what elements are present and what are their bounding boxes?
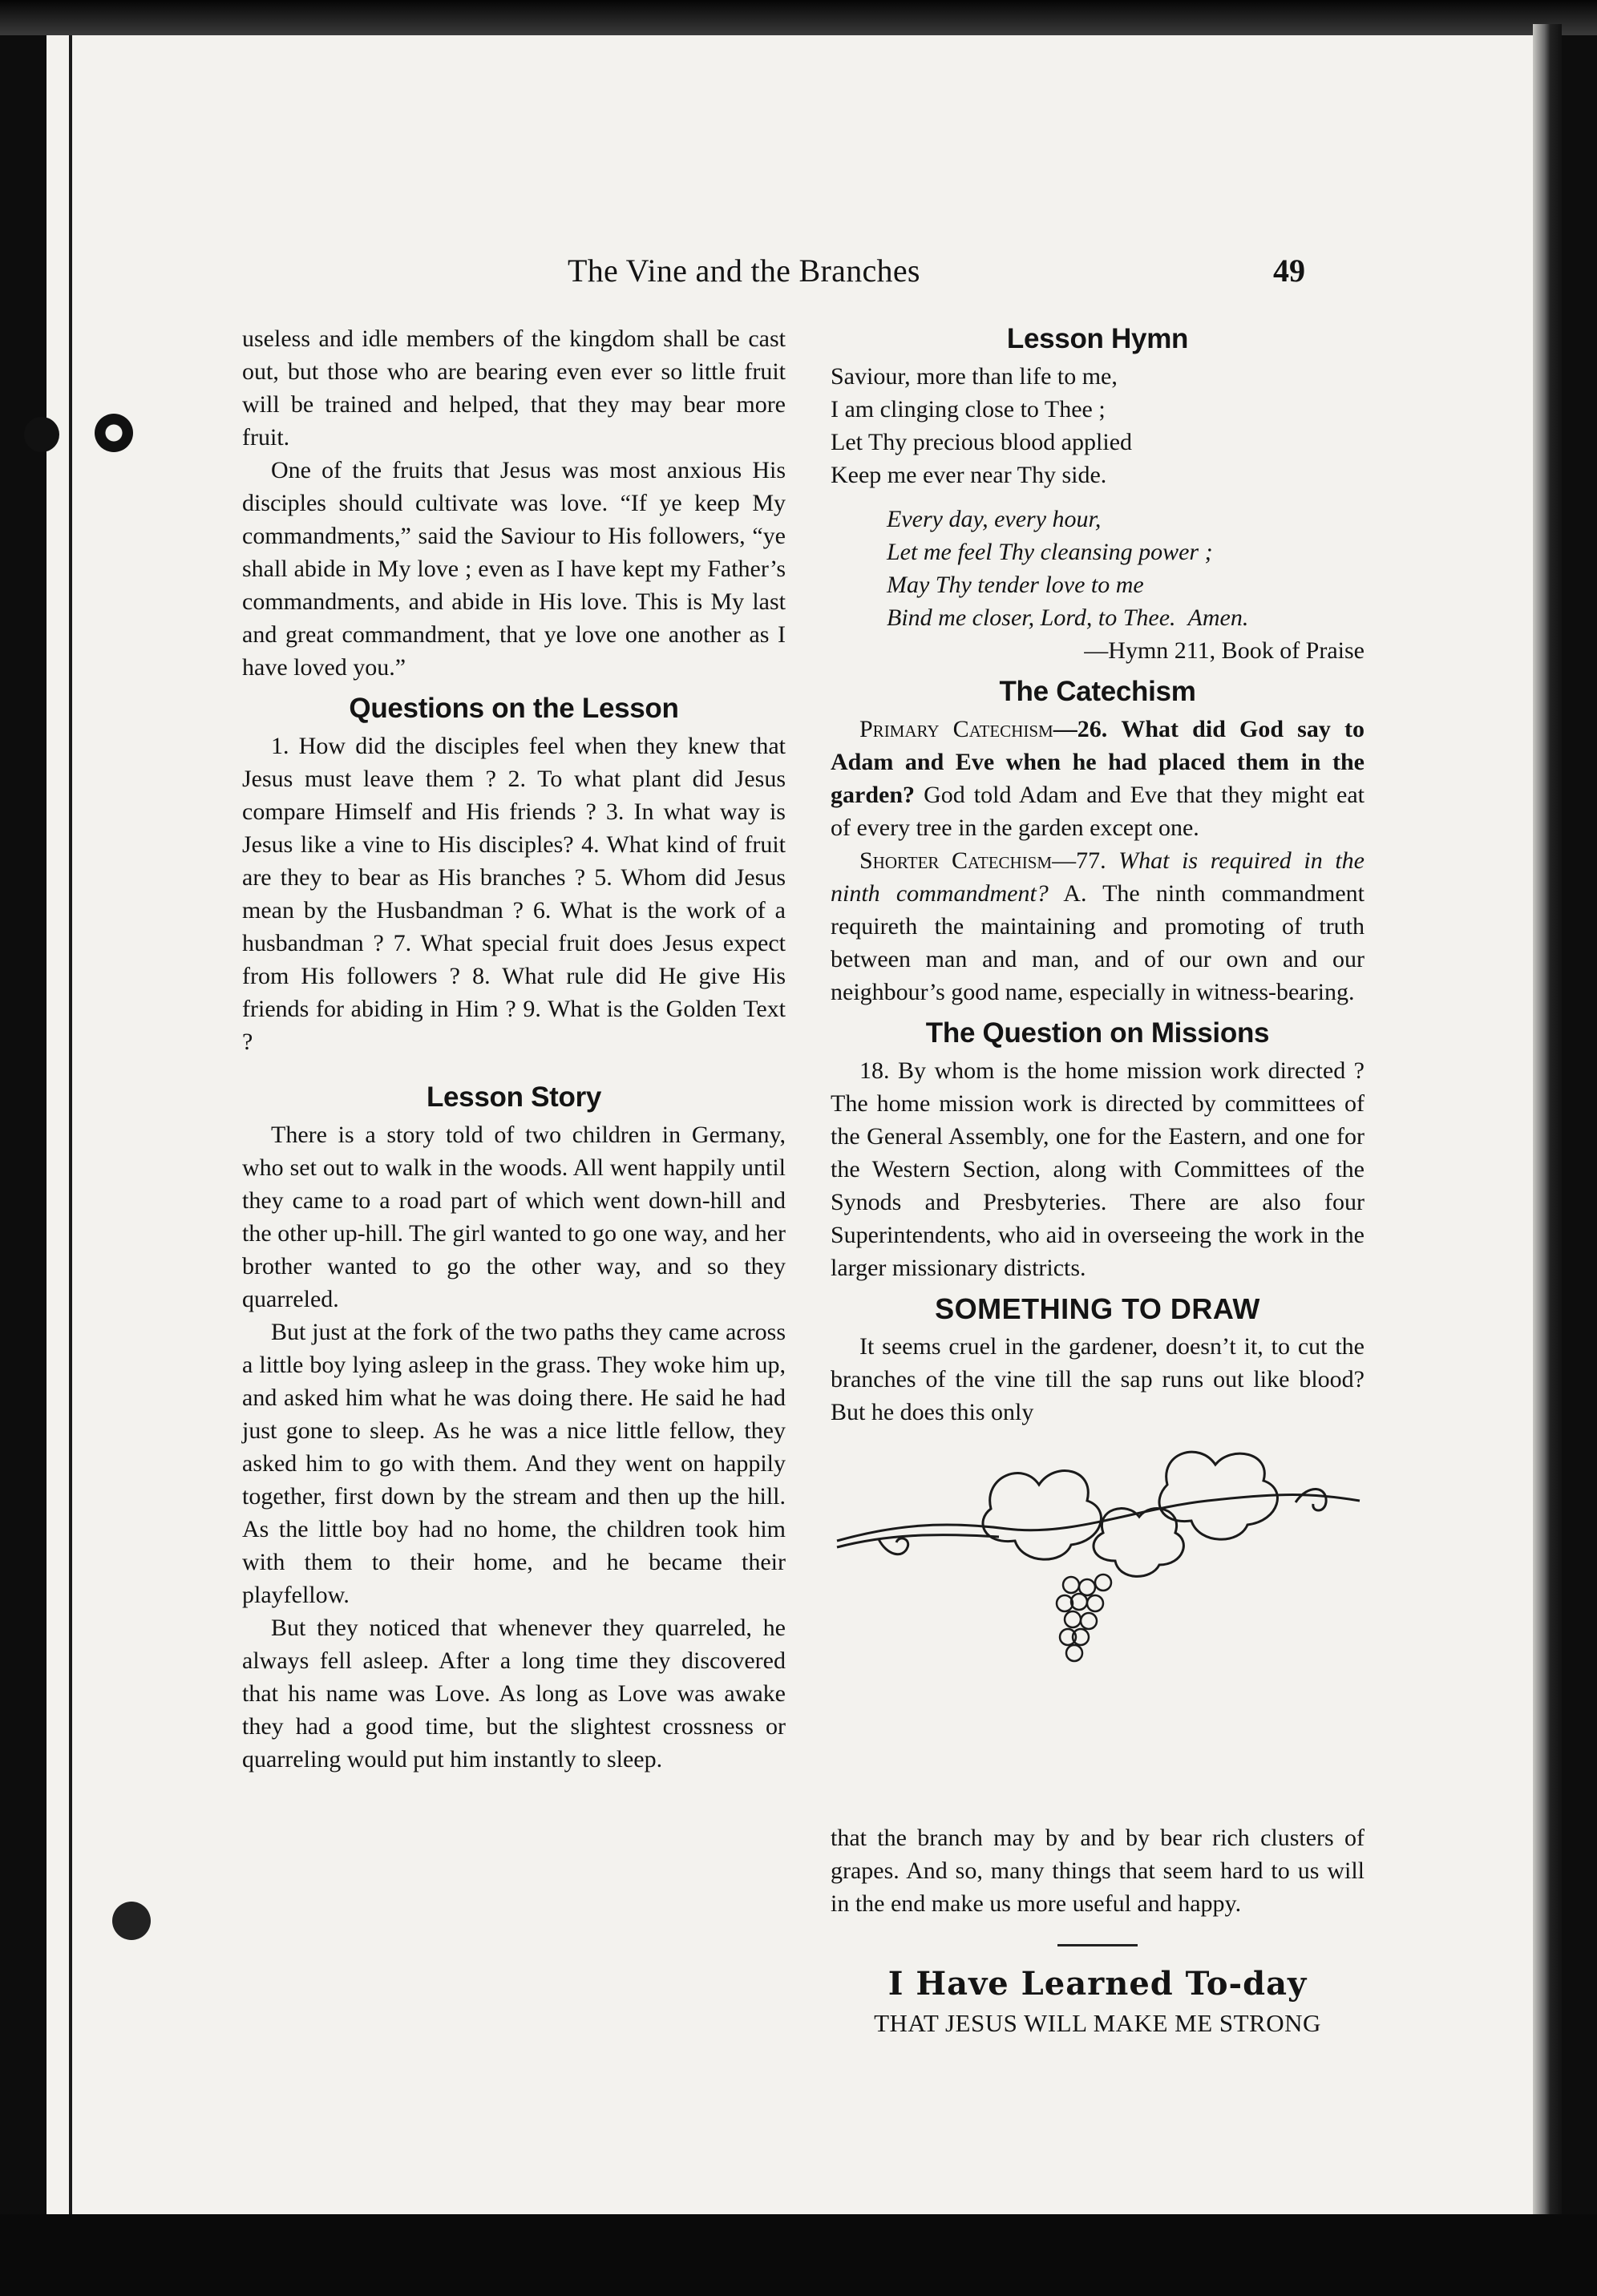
primary-catechism	[831, 713, 1365, 844]
shorter-number: —77.	[1052, 847, 1106, 874]
story-paragraph: But just at the fork of the two paths they came across a little boy lying asleep in the grass. They woke him up, and asked him what he was doing there. He said he had just gone to sleep. As he was a nice little fellow, they asked him to go with them. And they went on happily together, first down by the stream and then up the hill. As the little boy had no home, the children took him with them to their home, and he became their playfellow.	[242, 1319, 786, 1608]
chorus-line: Every day, every hour,	[887, 506, 1102, 532]
grape	[1066, 1645, 1082, 1661]
missions-heading: The Question on Missions	[925, 1017, 1270, 1049]
questions-heading: Questions on the Lesson	[349, 693, 679, 724]
paragraph: One of the fruits that Jesus was most anxious His disciples should cultivate was love. “If ye keep My commandments,” said the Saviour to His followers, “ye shall abide in My love ; even as I have kept my Father’s commandments, and abide in His love. This is My last and great commandment, that ye love one another as I have loved you.”	[242, 457, 786, 681]
grape-leaf	[983, 1471, 1101, 1560]
shorter-question: What is required in the ninth commandment?	[831, 847, 1365, 907]
draw-text-continued: that the branch may by and by bear rich clusters of grapes. And so, many things that seem hard to us will in the end make us more useful and happy.	[831, 1825, 1365, 1917]
grape	[1079, 1579, 1095, 1595]
hymn-line: Keep me ever near Thy side.	[831, 462, 1107, 488]
scan-bottom-edge	[0, 2214, 1597, 2296]
chorus-line: May Thy tender love to me	[887, 572, 1144, 598]
scan-top-edge	[0, 0, 1597, 35]
grape	[1087, 1595, 1103, 1611]
grape	[1081, 1613, 1097, 1629]
paragraph: useless and idle members of the kingdom shall be cast out, but those who are bearing even ever so little fruit will be trained and helped, that they may bear more fruit.	[242, 325, 786, 451]
grape	[1065, 1611, 1081, 1627]
left-column	[242, 322, 786, 1776]
vine-branch	[837, 1535, 999, 1547]
learned-text: THAT JESUS WILL MAKE ME STRONG	[874, 2009, 1321, 2037]
hymn-line: Saviour, more than life to me,	[831, 363, 1118, 390]
vine-tendril	[1296, 1489, 1326, 1510]
chorus-line-text: Bind me closer, Lord, to Thee.	[887, 604, 1176, 631]
scan-right-edge	[1533, 24, 1562, 2221]
hymn-chorus	[887, 503, 1365, 634]
vine-tendril	[879, 1538, 908, 1554]
hymn-line: Let Thy precious blood applied	[831, 429, 1133, 455]
vine-branch	[837, 1495, 1360, 1542]
right-column	[831, 322, 1365, 2039]
hymn-heading: Lesson Hymn	[1006, 323, 1189, 354]
primary-answer: God told Adam and Eve that they might eat of every tree in the garden except one.	[831, 782, 1365, 841]
primary-question: What did God say to Adam and Eve when he had placed them in the garden?	[831, 716, 1365, 808]
punch-hole	[24, 417, 59, 452]
draw-heading: SOMETHING TO DRAW	[935, 1292, 1260, 1325]
grape	[1063, 1577, 1079, 1593]
chorus-line	[887, 601, 1365, 634]
hymn-attribution: —Hymn 211, Book of Praise	[1084, 637, 1365, 664]
chorus-line: Let me feel Thy cleansing power ;	[887, 539, 1213, 565]
vine-drawing	[831, 1445, 1365, 1789]
story-paragraph: There is a story told of two children in Germany, who set out to walk in the woods. All went happily until they came to a road part of which went down-hill and the other up-hill. The girl wanted to go one way, and her brother wanted to go the other way, and so they quarreled.	[242, 1122, 786, 1312]
grape	[1095, 1574, 1111, 1591]
story-heading: Lesson Story	[426, 1081, 602, 1113]
learned-heading: I Have Learned To-day	[887, 1965, 1308, 2003]
page-number: 49	[1273, 253, 1305, 289]
catechism-heading: The Catechism	[999, 676, 1196, 707]
shorter-label: Shorter Catechism	[859, 847, 1053, 874]
primary-number: —26.	[1053, 716, 1108, 742]
binding-rule	[69, 35, 72, 2214]
running-title: The Vine and the Branches	[568, 253, 920, 289]
story-paragraph: But they noticed that whenever they quarreled, he always fell asleep. After a long time they discovered that his name was Love. As long as Love was awake they had a good time, but the slightest crossness or quarreling would put him instantly to sleep.	[242, 1615, 786, 1773]
divider	[1057, 1944, 1138, 1946]
shorter-answer: A. The ninth commandment requireth the maintaining and promoting of truth between man and man, and of our own and our neighbour’s good name, especially in witness-bearing.	[831, 880, 1365, 1005]
punch-hole	[112, 1902, 151, 1940]
hymn-line: I am clinging close to Thee ;	[831, 396, 1106, 422]
vine-illustration	[831, 1445, 1365, 1789]
draw-text: It seems cruel in the gardener, doesn’t it, to cut the branches of the vine till the sap runs out like blood? But he does this only	[831, 1333, 1365, 1425]
shorter-catechism	[831, 844, 1365, 1009]
punch-hole	[95, 414, 133, 452]
primary-label: Primary Catechism	[859, 716, 1053, 742]
missions-text: 18. By whom is the home mission work directed ? The home mission work is directed by committees of the General Assembly, one for the Eastern, and one for the Western Section, along with Committees of the Synods and Presbyteries. There are also four Superintendents, who aid in overseeing the work in the larger missionary districts.	[831, 1057, 1365, 1281]
questions-text: 1. How did the disciples feel when they knew that Jesus must leave them ? 2. To what plant did Jesus compare Himself and His friends ? 3. In what way is Jesus like a vine to His disciples? 4. What kind of fruit are they to bear as His branches ? 5. Whom did Jesus mean by the Husbandman ? 6. What is the work of a husbandman ? 7. What special fruit does Jesus expect from His followers ? 8. What rule did He give His friends for abiding in Him ? 9. What is the Golden Text ?	[242, 733, 786, 1055]
amen: Amen.	[1187, 604, 1249, 631]
hymn-verse	[831, 360, 1365, 491]
